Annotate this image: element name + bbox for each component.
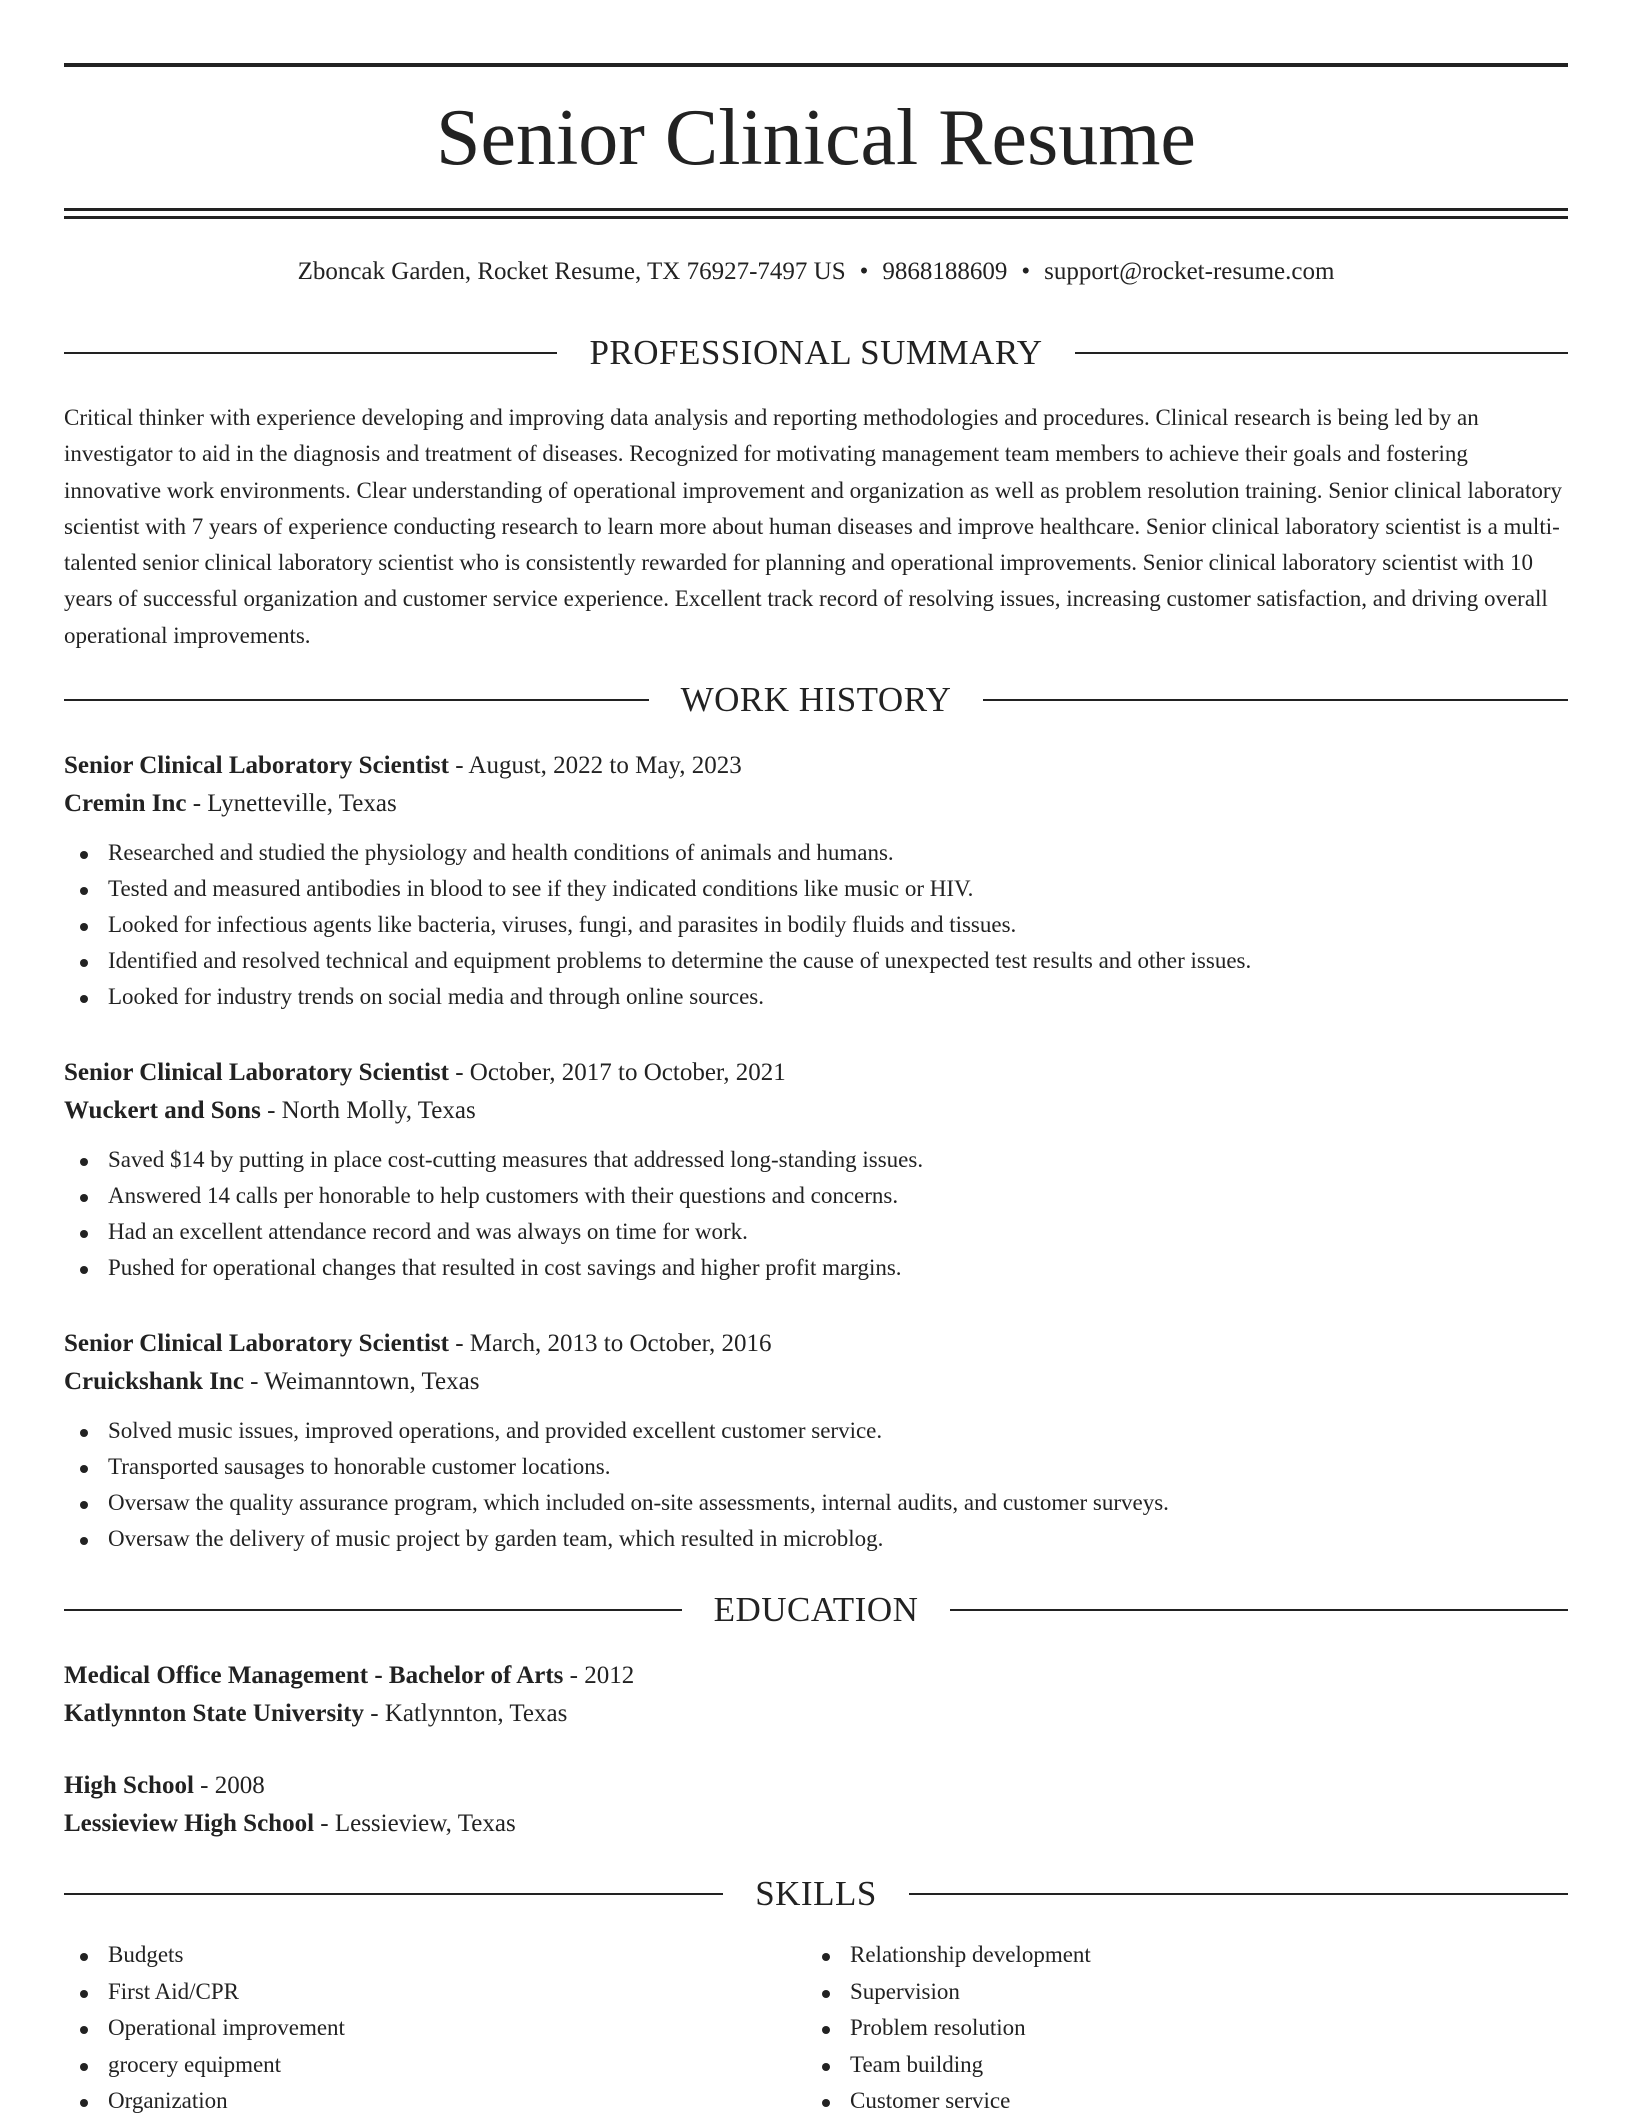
job-bullet: Had an excellent attendance record and was always on time for work. <box>64 1214 1568 1250</box>
degree-line <box>64 1767 1568 1805</box>
job-location: - North Molly, Texas <box>260 1097 476 1124</box>
resume-title: Senior Clinical Resume <box>436 94 1196 182</box>
heading-rule <box>983 699 1568 701</box>
job-bullet: Pushed for operational changes that resulted in cost savings and higher profit margins. <box>64 1250 1568 1286</box>
section-heading-summary <box>64 331 1568 375</box>
education-entry <box>64 1657 1568 1733</box>
skill-item: Supervision <box>806 1974 1548 2011</box>
section-title: SKILLS <box>755 1874 877 1913</box>
skill-item: Customer service <box>806 2083 1548 2120</box>
job-company: Cruickshank Inc <box>64 1368 244 1395</box>
job-bullet: Answered 14 calls per honorable to help customers with their questions and concerns. <box>64 1178 1568 1214</box>
section-heading-education <box>64 1588 1568 1632</box>
job-dates: - August, 2022 to May, 2023 <box>448 752 742 779</box>
job-bullets <box>64 1413 1568 1557</box>
job-bullets <box>64 835 1568 1015</box>
job-bullet: Oversaw the quality assurance program, which included on-site assessments, internal audits, and customer surveys. <box>64 1485 1568 1521</box>
skill-item: Operational improvement <box>64 2010 806 2047</box>
job-bullet: Tested and measured antibodies in blood to see if they indicated conditions like music or HIV. <box>64 871 1568 907</box>
school-location: - Lessieview, Texas <box>314 1810 516 1837</box>
skill-item: Relationship development <box>806 1937 1548 1974</box>
summary-text: Critical thinker with experience developing and improving data analysis and reporting methodologies and procedures. Clinical research is being led by an investigator to aid in the diagnosis and treatment of diseases. Recognized for motivating management team members to achieve their goals and fostering innovative work environments. Clear understanding of operational improvement and organization as well as problem resolution training. Senior clinical laboratory scientist with 7 years of experience conducting research to learn more about human diseases and improve healthcare. Senior clinical laboratory scientist is a multi-talented senior clinical laboratory scientist who is consistently rewarded for planning and operational improvements. Senior clinical laboratory scientist with 10 years of successful organization and customer service experience. Excellent track record of resolving issues, increasing customer satisfaction, and driving overall operational improvements. <box>64 405 1563 648</box>
job-bullet: Looked for infectious agents like bacteria, viruses, fungi, and parasites in bodily fluids and tissues. <box>64 907 1568 943</box>
skill-item: Organization <box>64 2083 806 2120</box>
job-title-line <box>64 1325 1568 1363</box>
contact-email: support@rocket-resume.com <box>1044 258 1335 285</box>
section-title: EDUCATION <box>713 1590 919 1629</box>
job-company-line <box>64 1363 1568 1401</box>
section-title: WORK HISTORY <box>680 680 952 719</box>
section-title: PROFESSIONAL SUMMARY <box>589 333 1043 372</box>
job-title: Senior Clinical Laboratory Scientist <box>64 1330 449 1357</box>
skill-item: Budgets <box>64 1937 806 1974</box>
school: Katlynnton State University <box>64 1700 364 1727</box>
skill-item: Problem resolution <box>806 2010 1548 2047</box>
work-entry <box>64 747 1568 1015</box>
school-line <box>64 1695 1568 1733</box>
contact-line <box>64 254 1568 290</box>
skill-item: Team building <box>806 2047 1548 2084</box>
work-entry <box>64 1325 1568 1557</box>
job-company-line <box>64 785 1568 823</box>
heading-rule <box>909 1893 1568 1895</box>
degree: Medical Office Management - Bachelor of Arts <box>64 1662 564 1689</box>
job-title: Senior Clinical Laboratory Scientist <box>64 752 449 779</box>
top-rule <box>64 63 1568 67</box>
job-bullet: Transported sausages to honorable customer locations. <box>64 1449 1568 1485</box>
job-location: - Weimanntown, Texas <box>243 1368 480 1395</box>
school: Lessieview High School <box>64 1810 315 1837</box>
education-entry <box>64 1767 1568 1843</box>
skill-item: First Aid/CPR <box>64 1974 806 2011</box>
job-title-line <box>64 1054 1568 1092</box>
job-dates: - March, 2013 to October, 2016 <box>448 1330 772 1357</box>
heading-rule <box>64 1609 682 1611</box>
job-bullet: Identified and resolved technical and equipment problems to determine the cause of unexpected test results and other issues. <box>64 943 1568 979</box>
job-company: Cremin Inc <box>64 790 187 817</box>
job-dates: - October, 2017 to October, 2021 <box>448 1059 786 1086</box>
degree: High School <box>64 1772 194 1799</box>
job-title-line <box>64 747 1568 785</box>
heading-rule <box>950 1609 1568 1611</box>
skills-list <box>64 1937 1568 2120</box>
degree-year: - 2008 <box>193 1772 265 1799</box>
heading-rule <box>1075 352 1568 354</box>
school-location: - Katlynnton, Texas <box>364 1700 568 1727</box>
title-rule-lower <box>64 216 1568 219</box>
skills-column-left <box>64 1937 806 2120</box>
contact-separator: • <box>859 258 869 285</box>
section-heading-work <box>64 678 1568 722</box>
job-title: Senior Clinical Laboratory Scientist <box>64 1059 449 1086</box>
job-company: Wuckert and Sons <box>64 1097 261 1124</box>
degree-year: - 2012 <box>563 1662 635 1689</box>
contact-address: Zboncak Garden, Rocket Resume, TX 76927-7497 US <box>297 258 846 285</box>
job-bullet: Looked for industry trends on social media and through online sources. <box>64 979 1568 1015</box>
job-location: - Lynetteville, Texas <box>186 790 397 817</box>
skill-item: grocery equipment <box>64 2047 806 2084</box>
work-entry <box>64 1054 1568 1286</box>
contact-separator: • <box>1021 258 1031 285</box>
job-company-line <box>64 1092 1568 1130</box>
job-bullets <box>64 1142 1568 1286</box>
title-rule-upper <box>64 208 1568 211</box>
job-bullet: Researched and studied the physiology and health conditions of animals and humans. <box>64 835 1568 871</box>
job-bullet: Saved $14 by putting in place cost-cutting measures that addressed long-standing issues. <box>64 1142 1568 1178</box>
heading-rule <box>64 1893 723 1895</box>
heading-rule <box>64 699 649 701</box>
degree-line <box>64 1657 1568 1695</box>
job-bullet: Oversaw the delivery of music project by garden team, which resulted in microblog. <box>64 1521 1568 1557</box>
section-heading-skills <box>64 1872 1568 1916</box>
school-line <box>64 1805 1568 1843</box>
skills-column-right <box>806 1937 1548 2120</box>
heading-rule <box>64 352 557 354</box>
job-bullet: Solved music issues, improved operations, and provided excellent customer service. <box>64 1413 1568 1449</box>
contact-phone: 9868188609 <box>882 258 1008 285</box>
